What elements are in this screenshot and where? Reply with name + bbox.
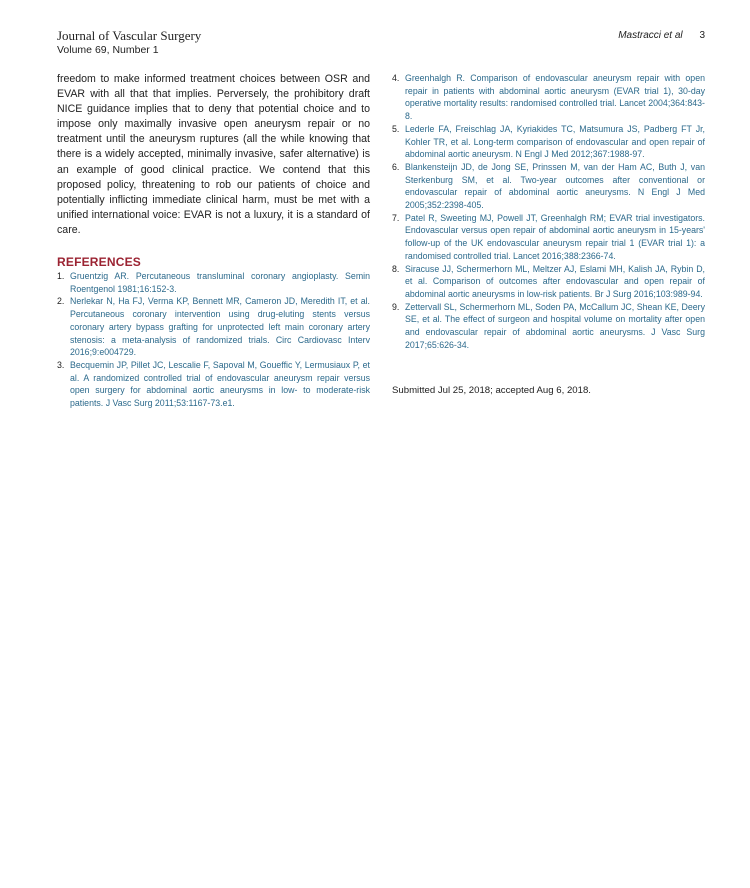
- header-right: [618, 29, 705, 42]
- reference-number: 6.: [392, 161, 400, 172]
- left-column: [57, 72, 370, 410]
- reference-text: Siracuse JJ, Schermerhorn ML, Meltzer AJ, Eslami MH, Kalish JA, Rybin D, et al. Comparison of outcomes after endovascular and open repair of abdominal aortic aneurysms in low-risk patients. Br J Surg 2016;103:989-94.: [405, 263, 705, 299]
- right-column: [392, 72, 705, 397]
- reference-text: Nerlekar N, Ha FJ, Verma KP, Bennett MR, Cameron JD, Meredith IT, et al. Percutaneous coronary intervention using drug-eluting stents versus coronary artery bypass grafting for unprotected left main coronary artery stenosis: a meta-analysis of randomized trials. Circ Cardiovasc Interv 2016;9:e004729.: [70, 296, 370, 358]
- reference-number: 1.: [57, 271, 65, 282]
- journal-title: Journal of Vascular Surgery: [57, 28, 202, 43]
- submission-dates: Submitted Jul 25, 2018; accepted Aug 6, 2018.: [392, 385, 591, 397]
- reference-item[interactable]: [57, 295, 370, 359]
- reference-list-right: [392, 72, 705, 351]
- reference-text: Blankensteijn JD, de Jong SE, Prinssen M, van der Ham AC, Buth J, van Sterkenburg SM, et al. Two-year outcomes after conventional or endovascular repair of abdominal aortic aneurysms. N Engl J Med 2005;352:2398-405.: [405, 161, 705, 211]
- reference-number: 8.: [392, 263, 400, 274]
- reference-item[interactable]: [392, 301, 705, 352]
- reference-item[interactable]: [57, 359, 370, 410]
- reference-text: Becquemin JP, Pillet JC, Lescalie F, Sapoval M, Goueffic Y, Lermusiaux P, et al. A randomized controlled trial of endovascular aneurysm repair versus open surgery for abdominal aortic aneurysms in low- to moderate-risk patients. J Vasc Surg 2011;53:1167-73.e1.: [70, 359, 370, 409]
- reference-list-left: [57, 270, 370, 410]
- journal-volume: Volume 69, Number 1: [57, 44, 159, 56]
- reference-item[interactable]: [392, 161, 705, 212]
- reference-number: 7.: [392, 212, 400, 223]
- body-paragraph: freedom to make informed treatment choices between OSR and EVAR with all that that implies. Perversely, the prohibitory draft NICE guidance implies that to deny that potential choice and to impose only maximally invasive open aneurysm repair or no treatment until the aneurysm ruptures (all the while knowing that there is a widely accepted, minimally invasive, safer alternative) is an example of good clinical practice. We contend that this proposed policy, threatening to rob our patients of choice and potentially inflicting immediate clinical harm, must be met with a unified international voice: EVAR is not a luxury, it is a standard of care.: [57, 73, 370, 236]
- reference-text: Greenhalgh R. Comparison of endovascular aneurysm repair with open repair in patients with abdominal aortic aneurysm (EVAR trial 1), 30-day operative mortality results: randomised controlled trial. Lancet 2004;364:843-8.: [405, 73, 705, 122]
- page-number: 3: [699, 30, 705, 41]
- reference-item[interactable]: [392, 212, 705, 263]
- reference-text: Zettervall SL, Schermerhorn ML, Soden PA, McCallum JC, Shean KE, Deery SE, et al. The effect of surgeon and hospital volume on mortality after open and endovascular repair of abdominal aortic aneurysms. J Vasc Surg 2017;65:626-34.: [405, 301, 705, 350]
- reference-text: Lederle FA, Freischlag JA, Kyriakides TC, Matsumura JS, Padberg FT Jr, Kohler TR, et al. Long-term comparison of endovascular and open repair of abdominal aortic aneurysm. N Engl J Med 2012;367:1988-97.: [405, 123, 705, 160]
- reference-item[interactable]: [392, 72, 705, 123]
- reference-number: 9.: [392, 301, 400, 312]
- reference-number: 3.: [57, 359, 65, 370]
- reference-number: 2.: [57, 296, 65, 307]
- reference-text: Gruentzig AR. Percutaneous transluminal coronary angioplasty. Semin Roentgenol 1981;16:152-3.: [70, 271, 370, 294]
- reference-item[interactable]: [57, 270, 370, 295]
- reference-item[interactable]: [392, 263, 705, 301]
- reference-item[interactable]: [392, 123, 705, 161]
- reference-number: 4.: [392, 73, 400, 83]
- references-heading: REFERENCES: [57, 255, 142, 270]
- reference-text: Patel R, Sweeting MJ, Powell JT, Greenhalgh RM; EVAR trial investigators. Endovascular versus open repair of abdominal aortic aneurysm in 15-years' follow-up of the UK endovascular aneurysm repair trial 1 (EVAR trial 1): a randomised controlled trial. Lancet 2016;388:2366-74.: [405, 212, 705, 261]
- running-authors: Mastracci et al: [618, 30, 683, 41]
- reference-number: 5.: [392, 123, 400, 134]
